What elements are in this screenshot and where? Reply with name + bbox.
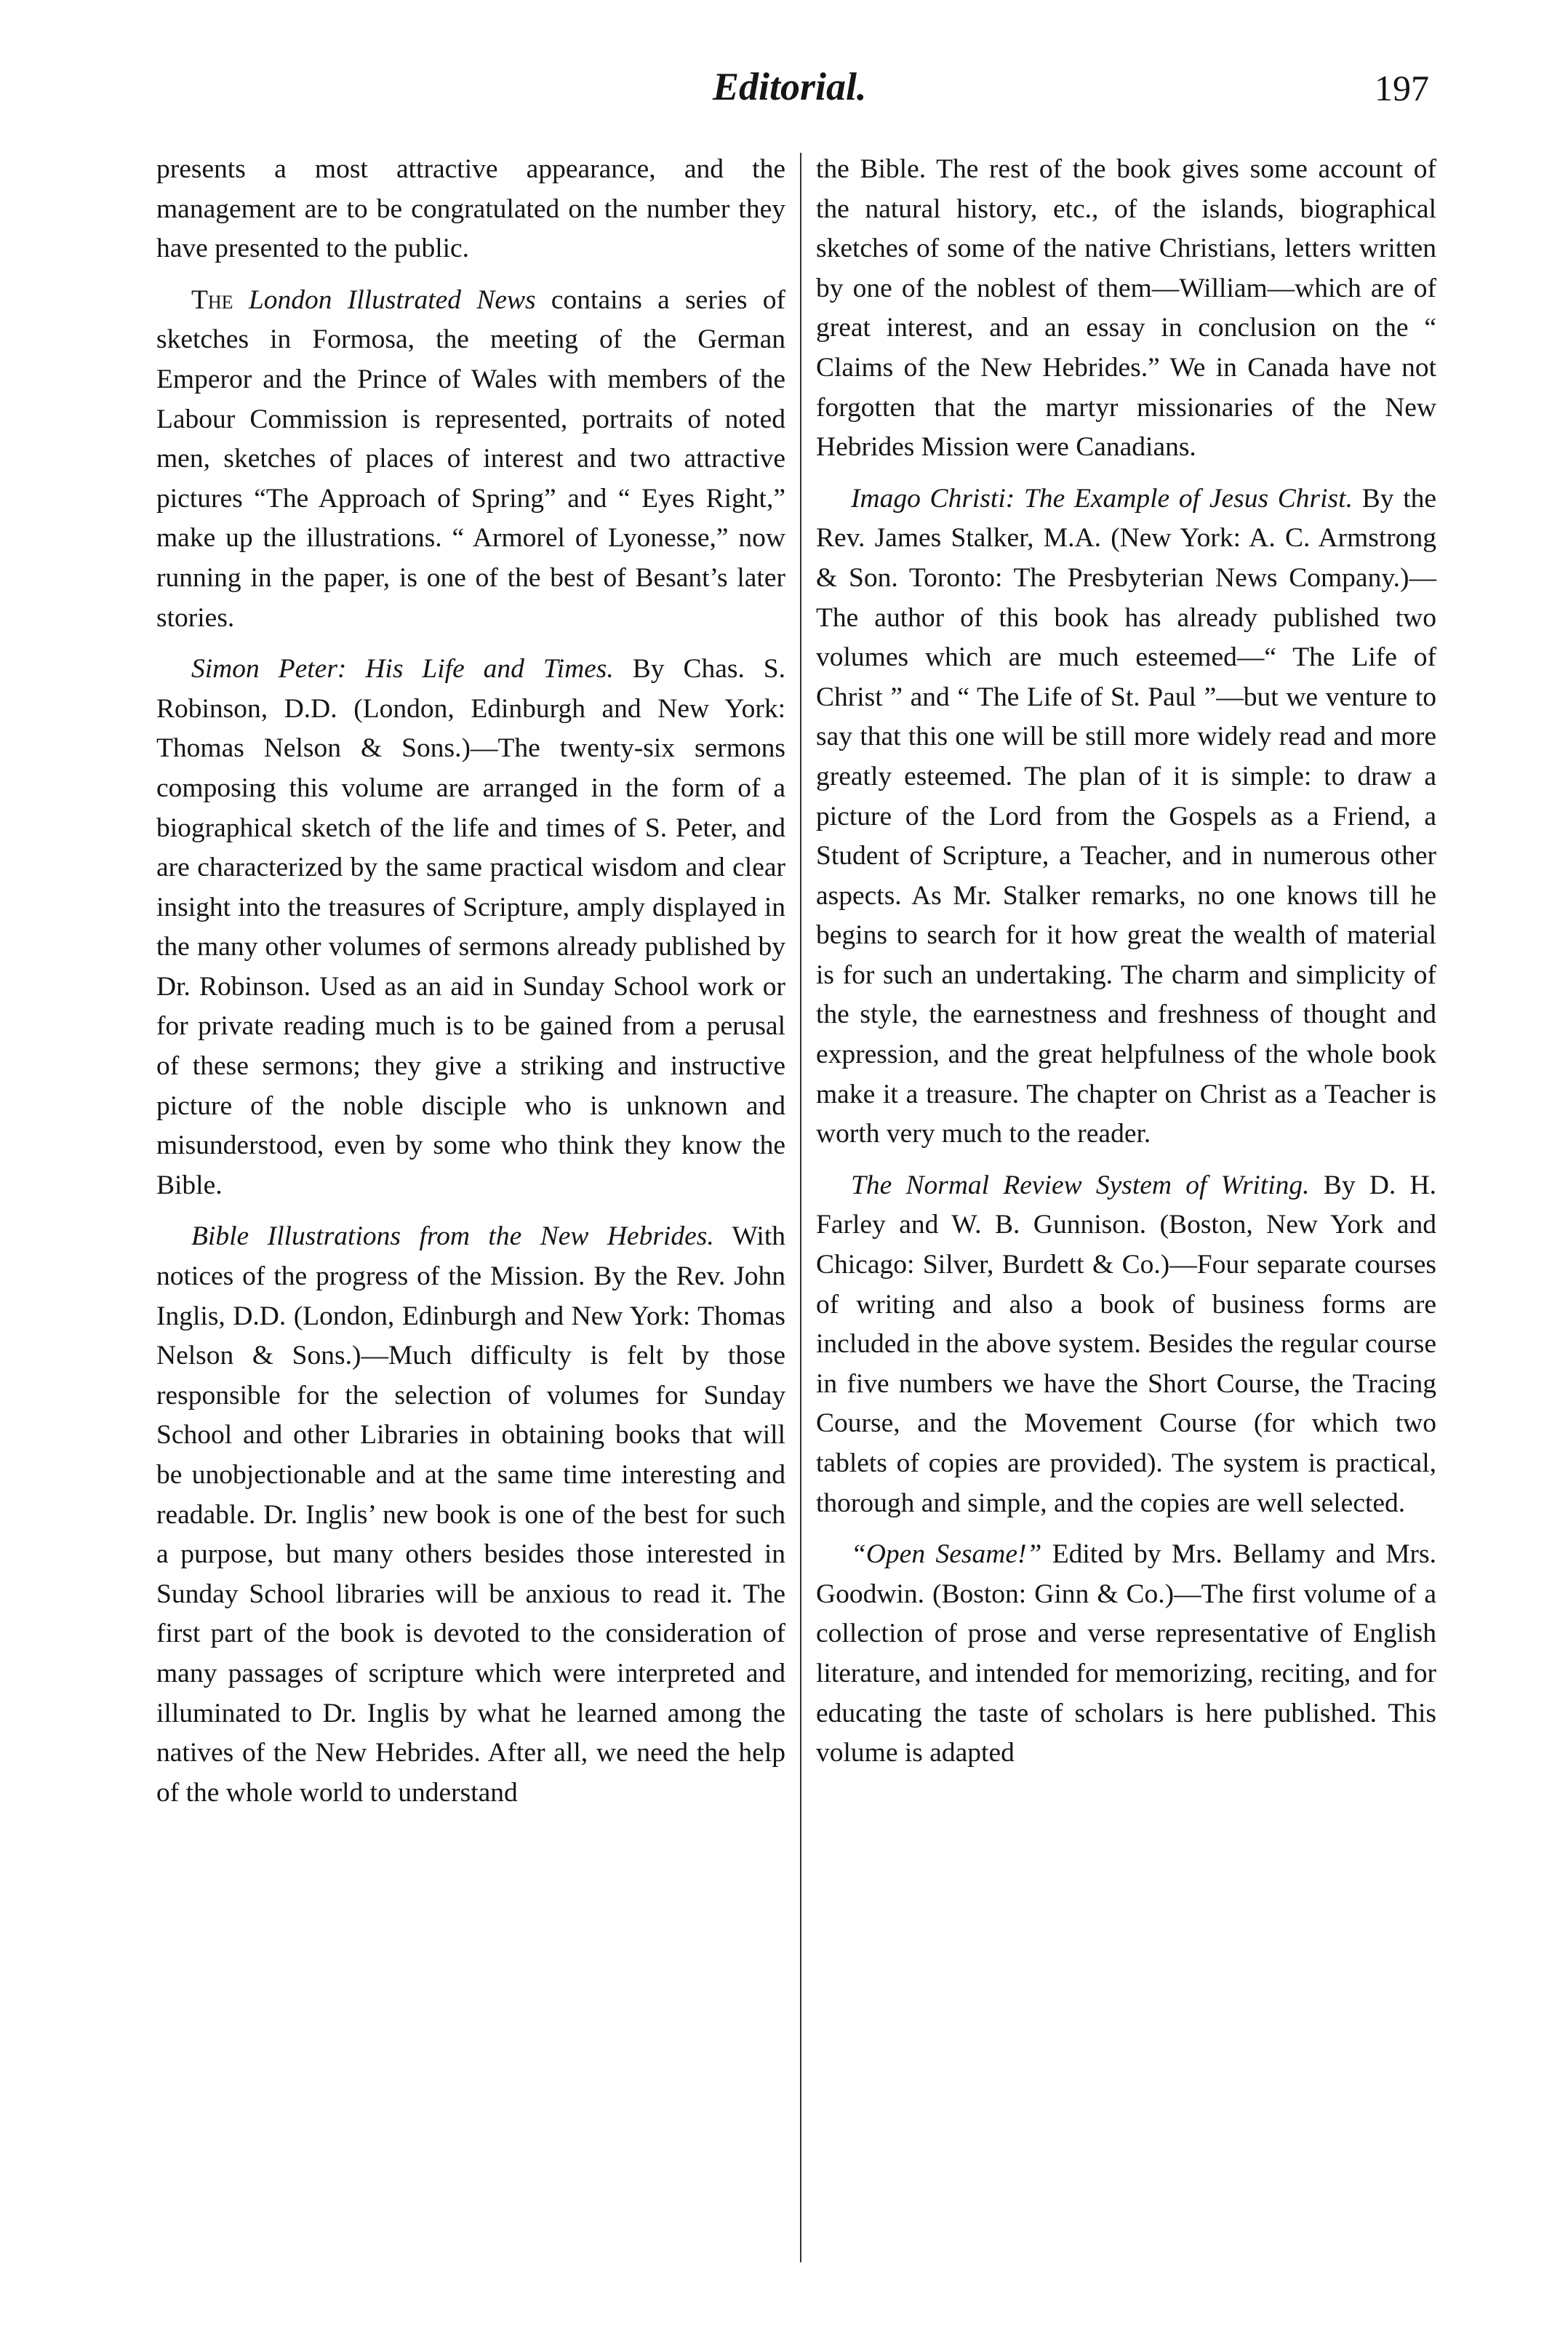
- review-entry: [816, 1166, 1436, 1523]
- paragraph: [816, 150, 1436, 468]
- review-entry: [156, 650, 785, 1205]
- review-text: Edited by Mrs. Bellamy and Mrs. Goodwin. (Boston: Ginn & Co.)—The first volume of a collection of prose and verse representative of English literature, and intended for memorizing, reciting, and for educating the taste of scholars is here published. This volume is adapted: [816, 1539, 1436, 1768]
- column-divider: [800, 153, 801, 2262]
- book-title: “Open Sesame!”: [851, 1539, 1042, 1570]
- book-title: Bible Illustrations from the New Hebrides.: [191, 1221, 714, 1252]
- paragraph-text: the Bible. The rest of the book gives some account of the natural history, etc., of the islands, biographical sketches of some of the native Christians, letters written by one of the noblest of them—William—which are of great interest, and an essay in conclusion on the “ Claims of the New Hebrides.” We in Canada have not forgotten that the martyr missionaries of the New Hebrides Mission were Canadians.: [816, 154, 1436, 463]
- paragraph-text: presents a most attractive appearance, and the management are to be congratulated on the number they have presented to the public.: [156, 154, 785, 264]
- paragraph-text: contains a series of sketches in Formosa, the meeting of the German Emperor and the Prince of Wales with members of the Labour Commission is represented, portraits of noted men, sketches of places of interest and two attractive pictures “The Approach of Spring” and “ Eyes Right,” make up the illustrations. “ Armorel of Lyonesse,” now running in the paper, is one of the best of Besant’s later stories.: [156, 284, 785, 633]
- review-entry: [156, 1217, 785, 1813]
- left-column: [156, 150, 785, 1824]
- right-column: [816, 150, 1436, 1785]
- paragraph-lead: The: [191, 284, 233, 315]
- page-header: [0, 64, 1568, 137]
- review-text: With notices of the progress of the Mission. By the Rev. John Inglis, D.D. (London, Edinburgh and New York: Thomas Nelson & Sons.)—Much difficulty is felt by those responsible for the selection of volumes for Sunday School and other Libraries in obtaining books that will be unobjectionable and at the same time interesting and readable. Dr. Inglis’ new book is one of the best for such a purpose, but many others besides those interested in Sunday School libraries will be anxious to read it. The first part of the book is devoted to the consideration of many passages of scripture which were interpreted and illuminated to Dr. Inglis by what he learned among the natives of the New Hebrides. After all, we need the help of the whole world to understand: [156, 1221, 785, 1808]
- review-text: By D. H. Farley and W. B. Gunnison. (Boston, New York and Chicago: Silver, Burdett & Co.)—Four separate courses of writing and also a book of business forms are included in the above system. Besides the regular course in five numbers we have the Short Course, the Tracing Course, and the Movement Course (for which two tablets of copies are provided). The system is practical, thorough and simple, and the copies are well selected.: [816, 1170, 1436, 1518]
- book-title: The Normal Review System of Writing.: [851, 1170, 1310, 1200]
- book-title: Imago Christi: The Example of Jesus Christ.: [851, 483, 1353, 514]
- running-title: Editorial.: [713, 65, 867, 108]
- publication-title: London Illustrated News: [248, 284, 536, 315]
- page-number: 197: [1375, 68, 1429, 108]
- review-text: By Chas. S. Robinson, D.D. (London, Edinburgh and New York: Thomas Nelson & Sons.)—The twenty-six sermons composing this volume are arranged in the form of a biographical sketch of the life and times of S. Peter, and are characterized by the same practical wisdom and clear insight into the treasures of Scripture, amply displayed in the many other volumes of sermons already published by Dr. Robinson. Used as an aid in Sunday School work or for private reading much is to be gained from a perusal of these sermons; they give a striking and instructive picture of the noble disciple who is unknown and misunderstood, even by some who think they know the Bible.: [156, 654, 786, 1200]
- review-text: By the Rev. James Stalker, M.A. (New York: A. C. Armstrong & Son. Toronto: The Presbyterian News Company.)—The author of this book has already published two volumes which are much esteemed—“ The Life of Christ ” and “ The Life of St. Paul ”—but we venture to say that this one will be still more widely read and more greatly esteemed. The plan of it is simple: to draw a picture of the Lord from the Gospels as a Friend, a Student of Scripture, a Teacher, and in numerous other aspects. As Mr. Stalker remarks, no one knows till he begins to search for it how great the wealth of material is for such an undertaking. The charm and simplicity of the style, the earnestness and freshness of thought and expression, and the great helpfulness of the whole book make it a treasure. The chapter on Christ as a Teacher is worth very much to the reader.: [816, 483, 1437, 1149]
- review-entry: [816, 479, 1436, 1154]
- review-entry: [816, 1535, 1436, 1774]
- paragraph: [156, 150, 785, 269]
- paragraph: [156, 281, 785, 638]
- book-title: Simon Peter: His Life and Times.: [191, 654, 614, 685]
